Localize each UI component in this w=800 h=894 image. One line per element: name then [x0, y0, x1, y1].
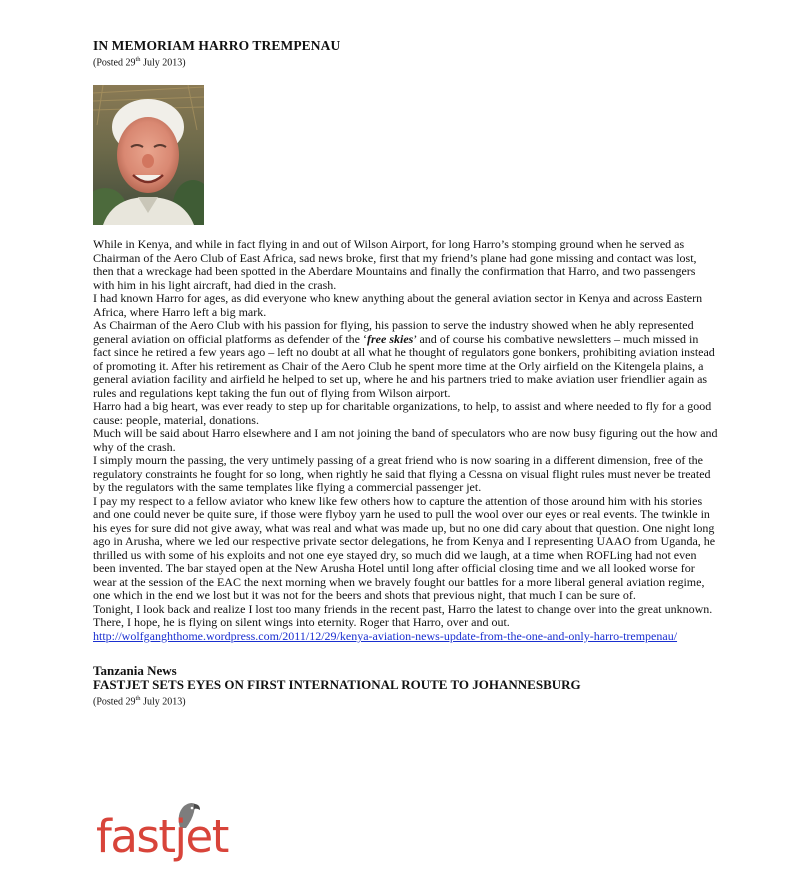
paragraph-text: As Chairman of the Aero Club with his passion for flying, his passion to serve the industry showed when he ably represented general aviation on official platforms as defender of the ‘: [93, 318, 694, 346]
free-skies-emphasis: free skies: [367, 331, 414, 346]
paragraph-text: ’ and of course his combative newsletters – much missed in fact since he retired a few years ago – left no doubt at all what he thought of regulators gone bonkers, prohibiting aviation instead of promoting it. After his retirement as Chair of the Aero Club he spent more time at the Orly airfield on the Kitengela plains, a general aviation facility and airfield he helped to set up, where he and his partners tried to make aviation user friendlier again as rules and regulations kept taking the fun out of flying from Wilson airport.: [93, 331, 715, 400]
paragraph: Tonight, I look back and realize I lost too many friends in the recent past, Harro the latest to change over into the great unknown. There, I hope, he is flying on silent wings into eternity. Roger that Harro, over and out.: [93, 601, 713, 630]
article: [93, 38, 718, 709]
paragraph: While in Kenya, and while in fact flying in and out of Wilson Airport, for long Harro’s stomping ground when he served as Chairman of the Aero Club of East Africa, sad news broke, first that my friend’s plane had gone missing and contact was lost, then that a wreckage had been spotted in the Aberdare Mountains and finally the confirmation that Harro, and two passengers with him in his light aircraft, had died in the crash.: [93, 237, 697, 292]
posted-sup: th: [135, 56, 141, 63]
article-title: IN MEMORIAM HARRO TREMPENAU: [93, 38, 341, 53]
article-body: [93, 238, 718, 643]
portrait-image: [93, 85, 204, 225]
fastjet-logo: [96, 802, 228, 864]
paragraph: I simply mourn the passing, the very untimely passing of a great friend who is now soaring in a different dimension, free of the regulatory constraints he fought for so long, when rightly he said that flying a Cessna on visual flight rules must never be treated by the regulators with the same templates like flying a commercial passenger jet.: [93, 453, 711, 495]
section-header: [93, 664, 718, 708]
posted-suffix: July 2013): [140, 57, 186, 69]
section-posted-date: [93, 693, 718, 708]
source-link[interactable]: http://wolfganghthome.wordpress.com/2011/12/29/kenya-aviation-news-update-from-the-one-and-only-harro-trempenau/: [93, 628, 678, 643]
section-title: FASTJET SETS EYES ON FIRST INTERNATIONAL ROUTE TO JOHANNESBURG: [93, 677, 581, 693]
paragraph: I pay my respect to a fellow aviator who knew like few others how to capture the attention of those around him with his stories and one could never be quite sure, if those were flyboy yarn he used to pull the wool over our eyes or real events. The twinkle in his eyes for sure did not give away, what was real and what was made up, but no one did cary about that question. One night long ago in Arusha, where we led our respective private sector delegations, he from Kenya and I representing UAAO from Uganda, he thrilled us with some of his exploits and not one eye stayed dry, so much did we laugh, at a time when ROFLing had not even been invented. The bar stayed open at the New Arusha Hotel until long after official closing time and we all looked worse for wear at the session of the EAC the next morning when we bravely fought our battles for a more liberal general aviation regime, one which in the end we lost but it was not for the beers and shots that previous night, that much I can be sure of.: [93, 493, 716, 603]
portrait-photo: [93, 85, 204, 225]
posted-sup: th: [135, 695, 141, 703]
posted-date: [93, 54, 718, 69]
paragraph: [93, 319, 718, 400]
section-label: Tanzania News: [93, 663, 177, 679]
logo-wordmark: fastjet: [96, 810, 228, 863]
posted-prefix: (Posted 29: [93, 696, 136, 708]
paragraph: Much will be said about Harro elsewhere and I am not joining the band of speculators who are now busy figuring out the how and why of the crash.: [93, 426, 718, 454]
paragraph: Harro had a big heart, was ever ready to step up for charitable organizations, to help, to assist and where needed to fly for a good cause: people, material, donations.: [93, 399, 712, 427]
paragraph: I had known Harro for ages, as did everyone who knew anything about the general aviation sector in Kenya and across Eastern Africa, where Harro left a big mark.: [93, 291, 703, 319]
posted-suffix: July 2013): [140, 696, 186, 708]
posted-prefix: (Posted 29: [93, 57, 136, 69]
